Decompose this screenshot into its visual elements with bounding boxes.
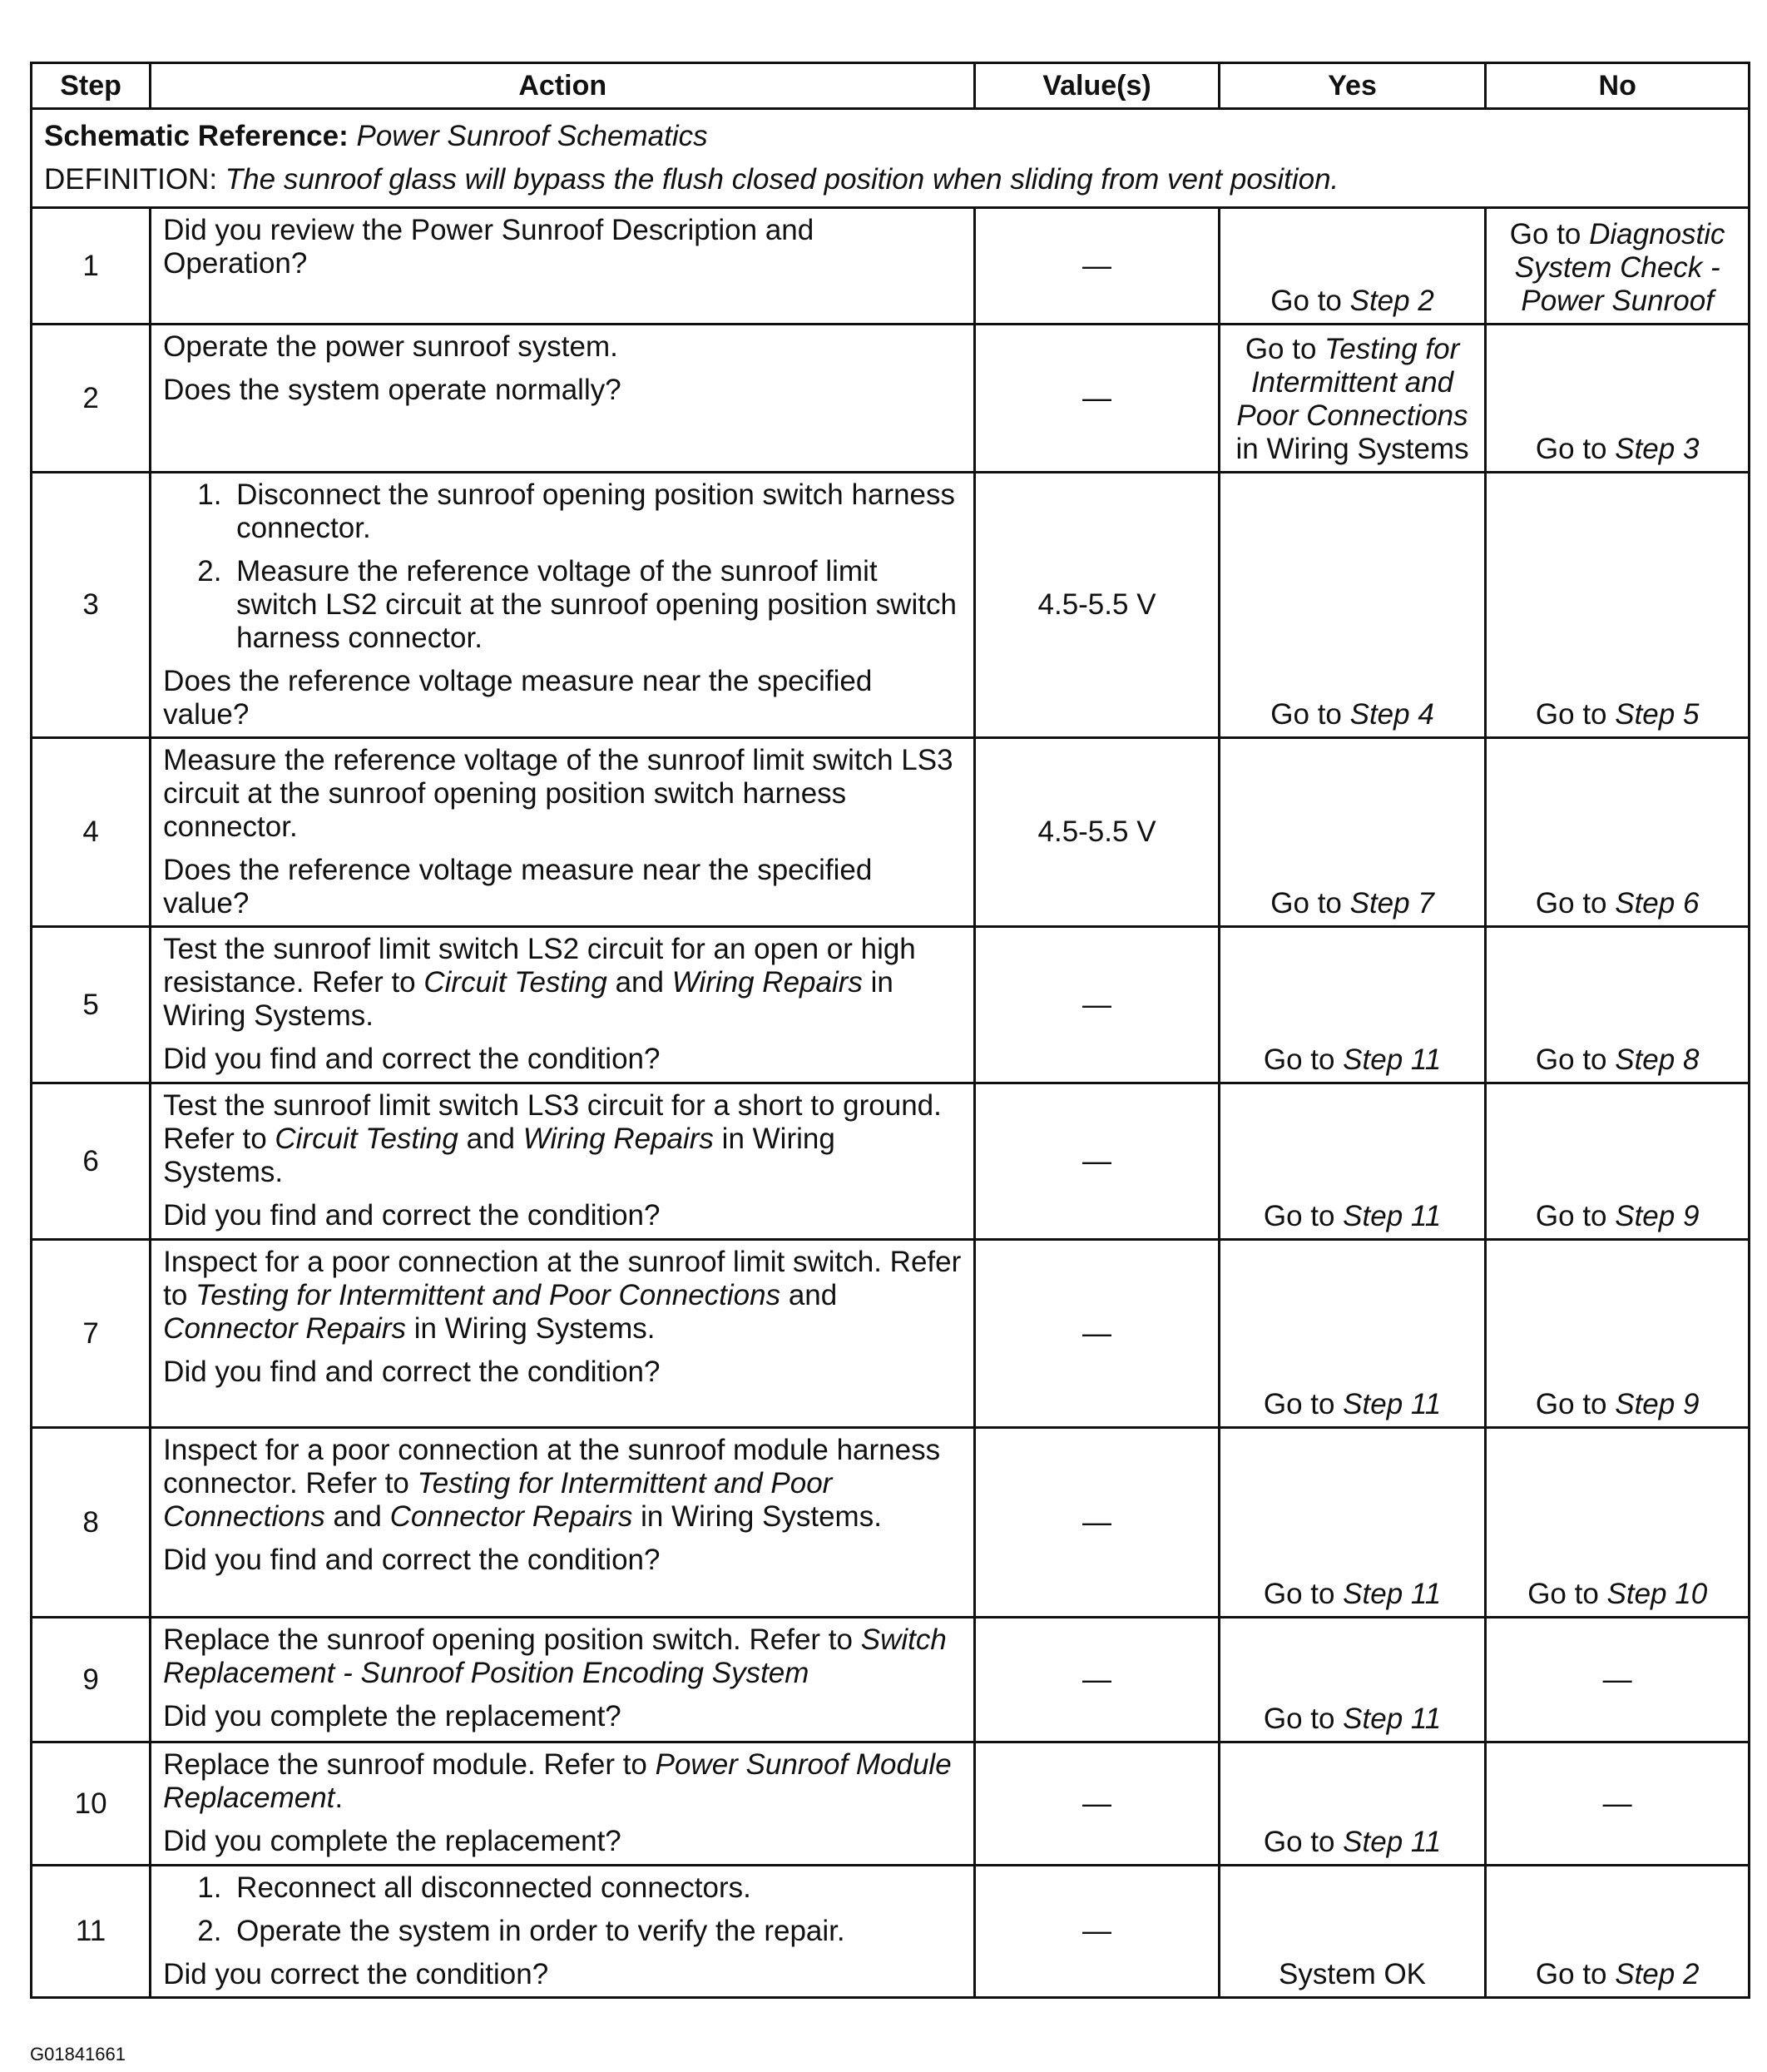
action-text [163,744,962,844]
value-cell: — [975,927,1219,1083]
text-segment: Switch Replacement - Sunroof Position Encoding System [163,1623,947,1689]
yes-cell [1219,1428,1486,1618]
text-segment: Step 2 [1349,285,1434,317]
no-cell [1486,738,1750,927]
header-step: Step [32,63,151,109]
yes-cell [1219,208,1486,325]
text-segment: Go to [1535,1958,1616,1990]
text-segment: Step 10 [1606,1578,1708,1610]
figure-id: G01841661 [30,2044,126,2065]
text-segment: Disconnect the sunroof opening position switch harness connector. [236,478,956,544]
value-cell: — [975,208,1219,325]
text-segment: Step 11 [1343,1388,1442,1420]
text-segment: and [606,966,672,999]
text-segment: Go to [1535,887,1616,920]
text-segment: Did you complete the replacement? [163,1825,621,1857]
action-cell [151,325,975,473]
value-cell: 4.5-5.5 V [975,473,1219,738]
table-row [32,1742,1750,1866]
reference-row [32,109,1750,208]
action-text [163,1748,962,1815]
no-cell [1486,1866,1750,1998]
header-row [32,63,1750,109]
schematic-reference [44,115,1736,158]
action-steps-list [163,1871,962,1948]
text-segment: Connector Repairs [389,1500,633,1533]
text-segment: Step 7 [1349,887,1434,920]
no-cell [1486,1618,1750,1742]
text-segment: Go to [1527,1578,1607,1610]
text-segment: Does the reference voltage measure near the specified value? [163,854,873,920]
step-number: 2 [32,325,151,473]
text-segment: Reconnect all disconnected connectors. [236,1871,751,1904]
text-segment: Go to [1535,1388,1616,1420]
yes-cell [1219,738,1486,927]
action-cell [151,927,975,1083]
action-step-item [230,1871,962,1905]
header-values: Value(s) [975,63,1219,109]
action-text [163,1700,962,1733]
action-step-item [230,555,962,655]
action-cell [151,1083,975,1240]
definition-label: DEFINITION: [44,163,218,196]
yes-cell [1219,325,1486,473]
text-segment: Inspect for a poor connection at the sunroof limit switch. Refer to [163,1246,962,1311]
text-segment: Go to [1509,218,1590,250]
text-segment: Does the system operate normally? [163,374,621,406]
text-segment: Go to [1535,1043,1616,1076]
action-cell [151,1240,975,1428]
text-segment: System OK [1279,1958,1427,1990]
text-segment: Step 11 [1343,1703,1442,1735]
action-cell [151,1428,975,1618]
text-segment: Testing for Intermittent and Poor Connections [196,1279,781,1311]
step-number: 3 [32,473,151,738]
header-yes: Yes [1219,63,1486,109]
text-segment: Testing for Intermittent and Poor Connections [163,1467,833,1533]
no-cell [1486,1083,1750,1240]
text-segment: Step 11 [1343,1826,1442,1858]
action-text [163,1544,962,1577]
text-segment: Operate the power sunroof system. [163,330,618,363]
action-text [163,1043,962,1076]
text-segment: Connector Repairs [163,1312,406,1345]
text-segment: Did you find and correct the condition? [163,1043,661,1075]
text-segment: Step 11 [1343,1578,1442,1610]
table-row [32,473,1750,738]
header-action: Action [151,63,975,109]
text-segment: in Wiring Systems. [405,1312,656,1345]
action-text [163,1958,962,1991]
action-steps-list [163,478,962,655]
action-cell [151,208,975,325]
action-step-item [230,478,962,545]
step-number: 8 [32,1428,151,1618]
text-segment: Measure the reference voltage of the sunroof limit switch LS3 circuit at the sunroof opening position switch harness connector. [163,744,953,843]
text-segment: Test the sunroof limit switch LS3 circuit for a short to ground. Refer to [163,1089,942,1155]
text-segment: Go to [1270,887,1350,920]
text-segment: Operate the system in order to verify the repair. [236,1915,845,1947]
text-segment: Does the reference voltage measure near the specified value? [163,665,873,731]
step-number: 6 [32,1083,151,1240]
text-segment: Circuit Testing [423,966,607,999]
action-text [163,1089,962,1189]
table-row [32,1083,1750,1240]
text-segment: — [1602,1663,1632,1696]
action-text [163,1356,962,1389]
action-text [163,330,962,364]
schematic-value: Power Sunroof Schematics [356,120,708,152]
text-segment: — [1602,1787,1632,1820]
text-segment: Wiring Repairs [671,966,863,999]
yes-cell [1219,1083,1486,1240]
table-row [32,738,1750,927]
text-segment: Step 5 [1615,698,1700,731]
action-cell [151,1866,975,1998]
value-cell: — [975,1240,1219,1428]
text-segment: Test the sunroof limit switch LS2 circuit for an open or high resistance. Refer to [163,933,916,999]
text-segment: and [780,1279,838,1311]
text-segment: . [334,1782,344,1814]
text-segment: Did you complete the replacement? [163,1700,621,1732]
yes-cell [1219,1742,1486,1866]
table-row [32,325,1750,473]
text-segment: Did you find and correct the condition? [163,1544,661,1576]
table-row [32,927,1750,1083]
step-number: 1 [32,208,151,325]
step-number: 10 [32,1742,151,1866]
no-cell [1486,1428,1750,1618]
definition [44,158,1736,201]
text-segment: Go to [1263,1826,1344,1858]
value-cell: — [975,1428,1219,1618]
table-row [32,1866,1750,1998]
text-segment: Step 9 [1615,1388,1700,1420]
action-text [163,933,962,1033]
text-segment: Did you find and correct the condition? [163,1199,661,1232]
text-segment: Testing for Intermittent and Poor Connections [1236,333,1468,432]
reference-cell [32,109,1750,208]
text-segment: Replace the sunroof opening position switch. Refer to [163,1623,861,1656]
step-number: 4 [32,738,151,927]
text-segment: Go to [1263,1200,1344,1232]
text-segment: Power Sunroof Module Replacement [163,1748,952,1814]
no-cell [1486,1742,1750,1866]
no-cell [1486,1240,1750,1428]
value-cell: — [975,1742,1219,1866]
text-segment: Go to [1263,1703,1344,1735]
action-text [163,1246,962,1346]
text-segment: Step 4 [1349,698,1434,731]
text-segment: Go to [1263,1043,1344,1076]
text-segment: Go to [1245,333,1325,365]
text-segment: Step 9 [1615,1200,1700,1232]
text-segment: Circuit Testing [275,1123,458,1155]
step-number: 5 [32,927,151,1083]
text-segment: Inspect for a poor connection at the sunroof module harness connector. Refer to [163,1434,941,1499]
no-cell [1486,473,1750,738]
definition-value: The sunroof glass will bypass the flush closed position when sliding from vent position. [225,163,1339,196]
action-text [163,1434,962,1534]
text-segment: in Wiring Systems. [632,1500,882,1533]
text-segment: in Wiring Systems. [163,966,893,1032]
step-number: 9 [32,1618,151,1742]
diagnostic-table [30,62,1750,1999]
text-segment: and [458,1123,523,1155]
schematic-label: Schematic Reference: [44,120,349,152]
text-segment: Go to [1535,698,1616,731]
text-segment: Go to [1270,285,1350,317]
yes-cell [1219,1618,1486,1742]
text-segment: Go to [1270,698,1350,731]
no-cell [1486,325,1750,473]
table-row [32,1428,1750,1618]
text-segment: Measure the reference voltage of the sunroof limit switch LS2 circuit at the sunroof opening position switch harness connector. [236,555,957,654]
value-cell: — [975,1866,1219,1998]
action-text [163,854,962,920]
action-cell [151,1742,975,1866]
action-text [163,665,962,731]
text-segment: Step 2 [1615,1958,1700,1990]
no-cell [1486,927,1750,1083]
step-number: 11 [32,1866,151,1998]
yes-cell [1219,473,1486,738]
action-cell [151,738,975,927]
value-cell: 4.5-5.5 V [975,738,1219,927]
text-segment: Step 6 [1615,887,1700,920]
table-row [32,1618,1750,1742]
diagnostic-document [30,62,1750,1999]
action-text [163,214,962,280]
action-text [163,374,962,407]
text-segment: Did you review the Power Sunroof Description and Operation? [163,214,814,280]
text-segment: Did you correct the condition? [163,1958,549,1990]
action-text [163,1825,962,1858]
text-segment: Step 11 [1343,1043,1442,1076]
action-text [163,1199,962,1232]
header-no: No [1486,63,1750,109]
text-segment: and [324,1500,390,1533]
value-cell: — [975,1083,1219,1240]
text-segment: Go to [1263,1388,1344,1420]
yes-cell [1219,1240,1486,1428]
text-segment: Wiring Repairs [522,1123,714,1155]
yes-cell [1219,927,1486,1083]
text-segment: in Wiring Systems [1235,433,1469,465]
no-cell [1486,208,1750,325]
text-segment: Go to [1263,1578,1344,1610]
step-number: 7 [32,1240,151,1428]
text-segment: in Wiring Systems. [163,1123,835,1188]
action-cell [151,473,975,738]
text-segment: Step 11 [1343,1200,1442,1232]
text-segment: Go to [1535,433,1616,465]
action-cell [151,1618,975,1742]
value-cell: — [975,1618,1219,1742]
text-segment: Go to [1535,1200,1616,1232]
action-text [163,1623,962,1690]
table-row [32,208,1750,325]
text-segment: Step 3 [1615,433,1700,465]
value-cell: — [975,325,1219,473]
action-step-item [230,1915,962,1948]
yes-cell [1219,1866,1486,1998]
text-segment: Diagnostic System Check - Power Sunroof [1514,218,1725,317]
text-segment: Did you find and correct the condition? [163,1356,661,1388]
text-segment: Replace the sunroof module. Refer to [163,1748,656,1781]
table-row [32,1240,1750,1428]
text-segment: Step 8 [1615,1043,1700,1076]
